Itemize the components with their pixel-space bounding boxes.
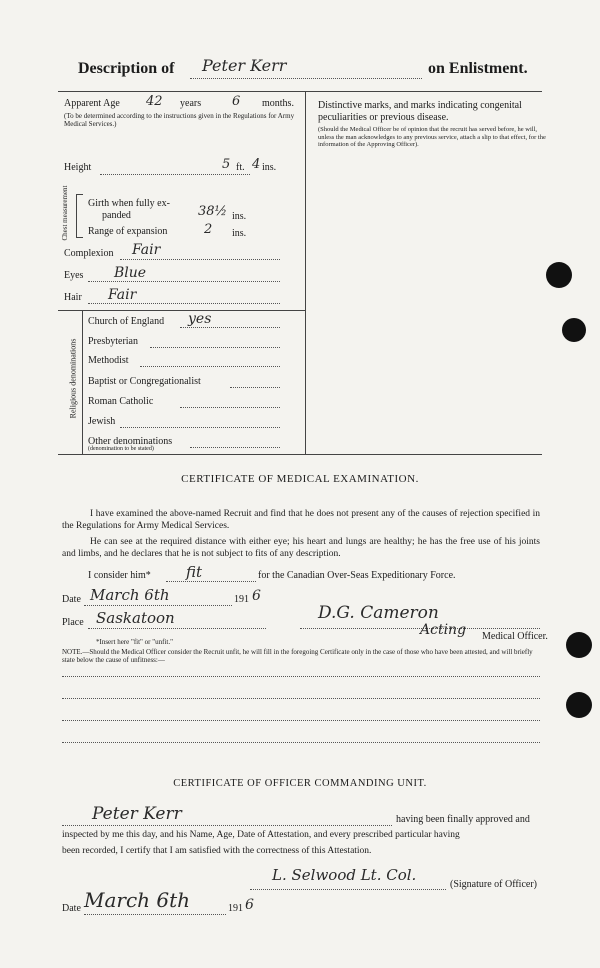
- hair-label: Hair: [64, 292, 82, 303]
- marks-title: Distinctive marks, and marks indicating congenital peculiarities or previous disease.: [318, 100, 522, 123]
- exam-date-handwritten: March 6th: [90, 586, 170, 604]
- medical-officer-signature: D.G. Cameron: [318, 603, 439, 623]
- officer-date-handwritten: March 6th: [84, 888, 191, 912]
- medical-title: CERTIFICATE OF MEDICAL EXAMINATION.: [181, 473, 419, 485]
- religion-label: Roman Catholic: [88, 396, 154, 407]
- medical-officer-label: Medical Officer.: [482, 631, 548, 642]
- punch-hole: [546, 262, 572, 288]
- height-ft-handwritten: 5: [222, 157, 231, 172]
- girth-label-2: panded: [102, 210, 131, 221]
- denomination-note: (denomination to be stated): [88, 446, 154, 452]
- age-months-handwritten: 6: [232, 94, 241, 109]
- exam-place-handwritten: Saskatoon: [96, 609, 175, 627]
- header-prefix: Description of: [78, 60, 175, 77]
- place-label: Place: [62, 617, 84, 628]
- religion-label: Baptist or Congregationalist: [88, 376, 201, 387]
- religion-side-label: Religious denominations: [68, 338, 78, 419]
- age-note: (To be determined according to the instructions given in the Regulations for Army Medical Services.): [64, 112, 295, 128]
- medical-para-1: I have examined the above-named Recruit and find that he does not present any of the causes of rejection specified in the Regulations for Army Medical Services.: [62, 509, 540, 531]
- girth-handwritten: 38½: [198, 204, 228, 219]
- form-header: [78, 58, 548, 84]
- age-years-handwritten: 42: [146, 94, 163, 109]
- religion-label: Church of England: [88, 316, 165, 327]
- fitness-handwritten: fit: [186, 563, 203, 581]
- religion-label: Jewish: [88, 416, 116, 427]
- medical-note: NOTE.—Should the Medical Officer consider the Recruit unfit, he will fill in the foregoing Certificate only in the case of those who have been attested, and will briefly state below the cause of unfitness:—: [62, 648, 533, 664]
- years-label: years: [180, 98, 202, 109]
- eyes-handwritten: Blue: [114, 265, 147, 281]
- consider-label: I consider him*: [88, 570, 151, 581]
- date-label: Date: [62, 594, 81, 605]
- months-label: months.: [262, 98, 294, 109]
- religion-label: Methodist: [88, 355, 129, 366]
- medical-para-2: He can see at the required distance with either eye; his heart and lungs are healthy; he has the free use of his joints and limbs, and he declares that he is not subject to fits of any description.: [62, 537, 540, 559]
- girth-ins-label: ins.: [232, 211, 247, 222]
- punch-hole: [562, 318, 586, 342]
- complexion-label: Complexion: [64, 248, 114, 259]
- marks-note: (Should the Medical Officer be of opinion that the recruit has served before, he will, unless the man acknowledges to any previous service, attach a slip to that effect, for the information of the Approving Officer).: [318, 126, 546, 148]
- religion-label: Presbyterian: [88, 336, 138, 347]
- religion-handwritten: yes: [188, 311, 212, 327]
- punch-hole: [566, 632, 592, 658]
- recruit-name-handwritten: Peter Kerr: [202, 56, 287, 75]
- header-suffix: on Enlistment.: [428, 60, 528, 77]
- officer-line-3: been recorded, I certify that I am satisfied with the correctness of this Attestation.: [62, 846, 372, 856]
- girth-label-1: Girth when fully ex-: [88, 198, 170, 209]
- age-label: Apparent Age: [64, 98, 120, 109]
- insert-note: *Insert here "fit" or "unfit.": [96, 638, 173, 646]
- officer-year-handwritten: 6: [245, 897, 254, 913]
- range-handwritten: 2: [204, 222, 213, 237]
- height-label: Height: [64, 162, 92, 173]
- officer-recruit-name-handwritten: Peter Kerr: [92, 804, 182, 824]
- signature-of-officer-label: (Signature of Officer): [450, 879, 538, 890]
- commanding-officer-signature: L. Selwood Lt. Col.: [272, 866, 417, 884]
- officer-line-1: having been finally approved and: [396, 814, 530, 825]
- chest-side-label: Chest measurement: [61, 185, 69, 241]
- punch-hole: [566, 692, 592, 718]
- consider-suffix: for the Canadian Over-Seas Expeditionary Force.: [258, 570, 456, 581]
- officer-date-label: Date: [62, 903, 81, 914]
- officer-title: CERTIFICATE OF OFFICER COMMANDING UNIT.: [173, 778, 427, 789]
- exam-year-handwritten: 6: [252, 588, 261, 604]
- hair-handwritten: Fair: [108, 287, 137, 303]
- range-ins-label: ins.: [232, 228, 247, 239]
- height-in-handwritten: 4: [252, 157, 261, 172]
- officer-year-prefix: 191: [228, 903, 243, 914]
- acting-handwritten: Acting: [420, 622, 467, 638]
- complexion-handwritten: Fair: [132, 242, 161, 258]
- year-prefix: 191: [234, 594, 249, 605]
- range-label: Range of expansion: [88, 226, 168, 237]
- ft-label: ft.: [236, 162, 245, 173]
- ins-label: ins.: [262, 162, 277, 173]
- religion-label: Other denominations: [88, 436, 173, 447]
- officer-line-2: inspected by me this day, and his Name, Age, Date of Attestation, and every prescribed particular having: [62, 830, 460, 840]
- eyes-label: Eyes: [64, 270, 84, 281]
